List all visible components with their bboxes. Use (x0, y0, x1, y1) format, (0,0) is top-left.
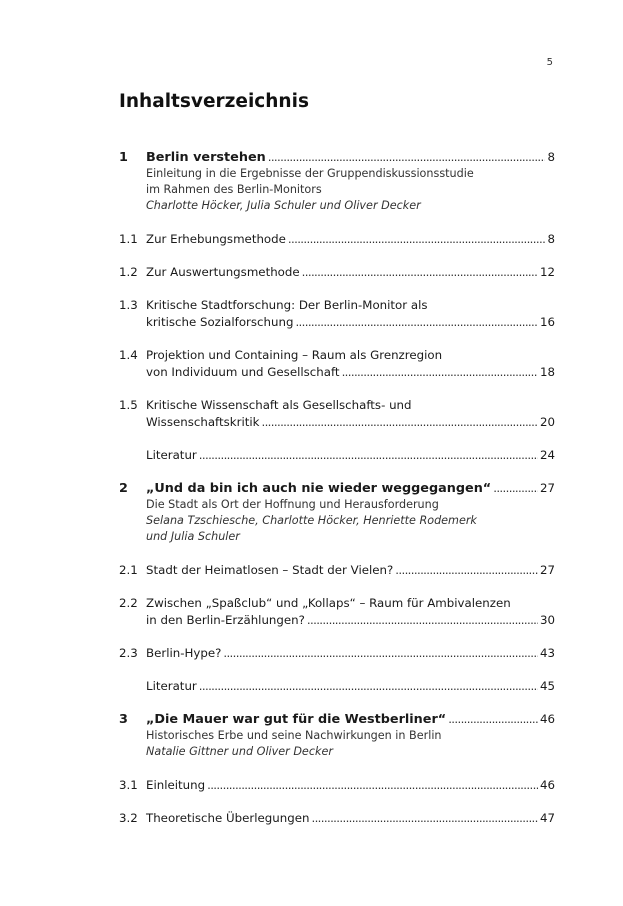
toc-entry[interactable] (119, 645, 555, 662)
toc-entry-title: kritische Sozialforschung (146, 315, 294, 329)
dot-leader (342, 364, 538, 381)
toc-entry[interactable] (119, 397, 555, 431)
toc-entry-title: Zur Auswertungsmethode (146, 265, 300, 279)
dot-leader (307, 612, 538, 629)
toc-chapter-entry[interactable] (119, 149, 555, 214)
toc-entry-title: „Die Mauer war gut für die Westberliner“ (146, 712, 447, 727)
dot-leader (295, 314, 538, 331)
toc-entry-number: 3 (119, 712, 128, 727)
toc-entry[interactable] (119, 562, 555, 579)
toc-entry-title: Stadt der Heimatlosen – Stadt der Vielen? (146, 563, 394, 577)
toc-entry[interactable] (119, 447, 555, 464)
toc-entry-title-line: Kritische Wissenschaft als Gesellschafts- und (146, 398, 412, 412)
table-of-contents (119, 149, 555, 843)
toc-entry-title: Theoretische Überlegungen (146, 811, 310, 825)
toc-entry-number: 2.3 (119, 646, 138, 660)
toc-entry-number: 1 (119, 150, 128, 165)
toc-entry-number: 3.2 (119, 811, 138, 825)
toc-entry-authors: und Julia Schuler (146, 530, 240, 543)
toc-entry[interactable] (119, 595, 555, 629)
toc-entry-title: Wissenschaftskritik (146, 415, 260, 429)
toc-entry-page: 27 (539, 563, 555, 577)
toc-entry-title: Berlin-Hype? (146, 646, 222, 660)
toc-entry-authors: Selana Tzschiesche, Charlotte Höcker, Henriette Rodemerk (146, 514, 477, 527)
toc-entry-page: 24 (539, 448, 555, 462)
dot-leader (493, 480, 538, 497)
toc-entry-page: 30 (539, 613, 555, 627)
toc-entry-authors: Charlotte Höcker, Julia Schuler und Oliver Decker (146, 199, 421, 212)
toc-entry-title-line: Kritische Stadtforschung: Der Berlin-Monitor als (146, 298, 428, 312)
toc-entry-number: 1.3 (119, 298, 138, 312)
toc-entry-number: 2.2 (119, 596, 138, 610)
toc-entry[interactable] (119, 678, 555, 695)
dot-leader (288, 231, 546, 248)
dot-leader (207, 777, 538, 794)
toc-entry-title: von Individuum und Gesellschaft (146, 365, 340, 379)
toc-entry-number: 3.1 (119, 778, 138, 792)
toc-entry[interactable] (119, 297, 555, 331)
toc-entry-title-line: Projektion und Containing – Raum als Grenzregion (146, 348, 443, 362)
dot-leader (448, 711, 538, 728)
toc-entry-number: 1.2 (119, 265, 138, 279)
toc-entry[interactable] (119, 264, 555, 281)
dot-leader (395, 562, 538, 579)
toc-entry-number: 2.1 (119, 563, 138, 577)
toc-chapter-entry[interactable] (119, 480, 555, 545)
toc-entry[interactable] (119, 810, 555, 827)
toc-entry-page: 12 (539, 265, 555, 279)
toc-entry-authors: Natalie Gittner und Oliver Decker (146, 745, 333, 758)
toc-chapter-entry[interactable] (119, 711, 555, 760)
toc-entry[interactable] (119, 231, 555, 248)
toc-entry[interactable] (119, 777, 555, 794)
dot-leader (311, 810, 538, 827)
toc-entry-page: 27 (539, 481, 555, 495)
toc-entry-number: 1.5 (119, 398, 138, 412)
dot-leader (199, 678, 538, 695)
dot-leader (302, 264, 538, 281)
dot-leader (199, 447, 538, 464)
toc-entry-title: Zur Erhebungsmethode (146, 232, 286, 246)
toc-entry-page: 46 (539, 778, 555, 792)
toc-entry-title-line: Zwischen „Spaßclub“ und „Kollaps“ – Raum für Ambivalenzen (146, 596, 511, 610)
toc-entry-subtitle: Einleitung in die Ergebnisse der Gruppendiskussionsstudie (146, 167, 474, 180)
toc-entry-subtitle: Historisches Erbe und seine Nachwirkungen in Berlin (146, 729, 442, 742)
toc-entry-title: Literatur (146, 448, 197, 462)
toc-entry-page: 18 (539, 365, 555, 379)
toc-entry-page: 46 (539, 712, 555, 726)
page-number: 5 (546, 57, 553, 68)
toc-entry-subtitle: Die Stadt als Ort der Hoffnung und Herausforderung (146, 498, 439, 511)
toc-entry-title: Berlin verstehen (146, 150, 266, 165)
toc-entry-page: 20 (539, 415, 555, 429)
dot-leader (261, 414, 538, 431)
toc-entry-title: Literatur (146, 679, 197, 693)
toc-entry-page: 45 (539, 679, 555, 693)
toc-entry-title: in den Berlin-Erzählungen? (146, 613, 305, 627)
toc-entry-title: Einleitung (146, 778, 206, 792)
toc-entry-title: „Und da bin ich auch nie wieder weggegangen“ (146, 481, 492, 496)
toc-entry-page: 47 (539, 811, 555, 825)
toc-entry-number: 2 (119, 481, 128, 496)
dot-leader (268, 149, 546, 166)
toc-entry-number: 1.1 (119, 232, 138, 246)
toc-entry-page: 43 (539, 646, 555, 660)
toc-entry[interactable] (119, 347, 555, 381)
toc-entry-page: 16 (539, 315, 555, 329)
toc-entry-subtitle: im Rahmen des Berlin-Monitors (146, 183, 322, 196)
toc-entry-page: 8 (547, 232, 555, 246)
toc-entry-number: 1.4 (119, 348, 138, 362)
dot-leader (223, 645, 538, 662)
page-title: Inhaltsverzeichnis (119, 91, 309, 112)
toc-entry-page: 8 (547, 150, 555, 164)
